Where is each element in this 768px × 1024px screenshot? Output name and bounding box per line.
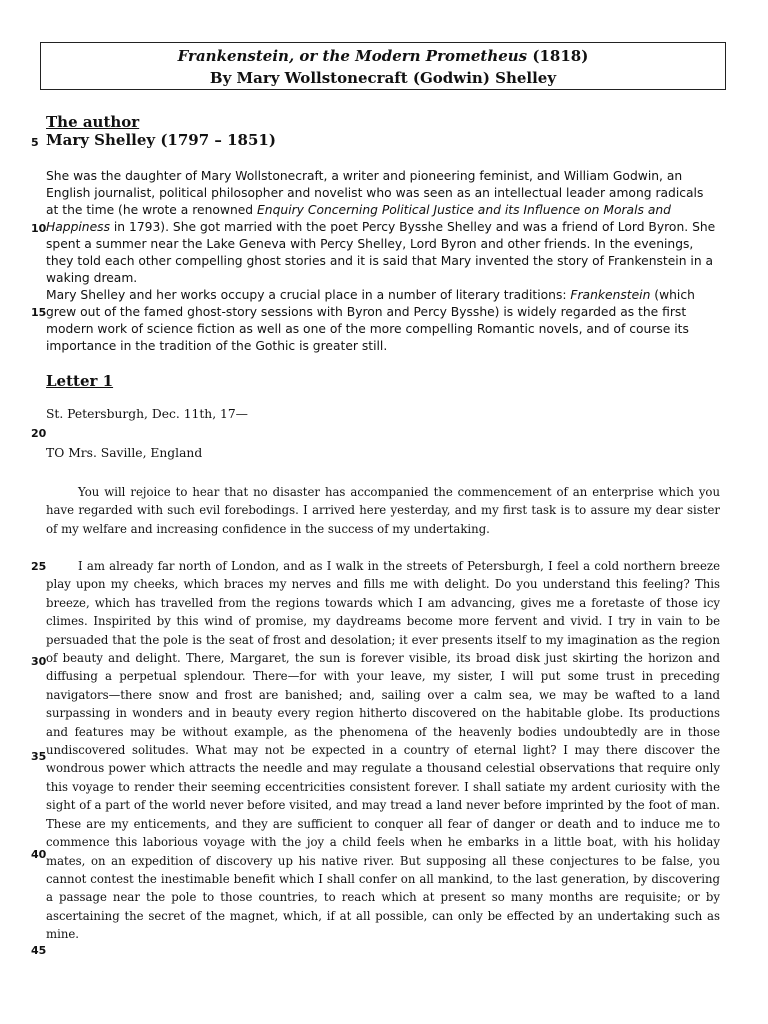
section-heading-letter: Letter 1 bbox=[46, 372, 114, 390]
line-number: 15 bbox=[31, 306, 47, 319]
line-number: 45 bbox=[31, 944, 47, 957]
intro-text: in 1793). She got married with the poet Percy Bysshe Shelley and was a friend of Lord Byron. She spent a summer near the Lake Geneva with Percy Shelley, Lord Byron and other friends. In the evenings, they told each other compelling ghost stories and it is said that Mary invented the story of Frankenstein in a waking dream. bbox=[46, 220, 716, 285]
title-line bbox=[41, 45, 725, 67]
letter-paragraph-2: I am already far north of London, and as I walk in the streets of Petersburgh, I feel a cold northern breeze play upon my cheeks, which braces my nerves and fills me with delight. Do you understand this feeling? This breeze, which has travelled from the regions towards which I am advancing, gives me a foretaste of those icy climes. Inspirited by this wind of promise, my daydreams become more fervent and vivid. I try in vain to be persuaded that the pole is the seat of frost and desolation; it ever presents itself to my imagination as the region of beauty and delight. There, Margaret, the sun is forever visible, its broad disk just skirting the horizon and diffusing a perpetual splendour. There—for with your leave, my sister, I will put some trust in preceding navigators—there snow and frost are banished; and, sailing over a calm sea, we may be wafted to a land surpassing in wonders and in beauty every region hitherto discovered on the habitable globe. Its productions and features may be without example, as the phenomena of the heavenly bodies undoubtedly are in those undiscovered solitudes. What may not be expected in a country of eternal light? I may there discover the wondrous power which attracts the needle and may regulate a thousand celestial observations that require only this voyage to render their seeming eccentricities consistent forever. I shall satiate my ardent curiosity with the sight of a part of the world never before visited, and may tread a land never before imprinted by the foot of man. These are my enticements, and they are sufficient to conquer all fear of danger or death and to induce me to commence this laborious voyage with the joy a child feels when he embarks in a little boat, with his holiday mates, on an expedition of discovery up his native river. But supposing all these conjectures to be false, you cannot contest the inestimable benefit which I shall confer on all mankind, to the last generation, by discovering a passage near the pole to those countries, to reach which at present so many months are requisite; or by ascertaining the secret of the magnet, which, if at all possible, can only be effected by an undertaking such as mine. bbox=[46, 559, 720, 942]
work-title: Frankenstein, or the Modern Prometheus bbox=[177, 47, 528, 65]
line-number: 25 bbox=[31, 560, 47, 573]
intro-paragraph-2 bbox=[46, 287, 716, 355]
title-box bbox=[40, 42, 726, 90]
author-line: By Mary Wollstonecraft (Godwin) Shelley bbox=[209, 69, 557, 87]
line-number: 40 bbox=[31, 848, 47, 861]
intro-paragraph-1 bbox=[46, 168, 716, 287]
section-heading-author: The author bbox=[46, 113, 140, 131]
intro-italic-title: Frankenstein bbox=[570, 288, 651, 302]
letter-place-date: St. Petersburgh, Dec. 11th, 17— bbox=[46, 407, 248, 421]
author-name-heading: Mary Shelley (1797 – 1851) bbox=[46, 131, 276, 149]
intro-text: She was the daughter of Mary Wollstonecraft, a writer and pioneering feminist, and William Godwin, an English journalist, political philosopher and novelist who was seen as an intellectual leader among radicals at the time (he wrote a renowned bbox=[46, 169, 704, 217]
author-intro bbox=[46, 168, 716, 355]
line-number: 5 bbox=[31, 136, 39, 149]
intro-text: Mary Shelley and her works occupy a crucial place in a number of literary traditions: bbox=[46, 288, 571, 302]
intro-italic-title: Enquiry Concerning Political Justice and its Influence on Morals and Happiness bbox=[46, 203, 671, 234]
letter-addressee: TO Mrs. Saville, England bbox=[46, 446, 203, 460]
letter-paragraph-1: You will rejoice to hear that no disaster has accompanied the commencement of an enterprise which you have regarded with such evil forebodings. I arrived here yesterday, and my first task is to assure my dear sister of my welfare and increasing confidence in the success of my undertaking. bbox=[46, 485, 720, 536]
line-number: 30 bbox=[31, 655, 47, 668]
line-number: 10 bbox=[31, 222, 47, 235]
line-number: 20 bbox=[31, 427, 47, 440]
intro-text: (which grew out of the famed ghost-story sessions with Byron and Percy Bysshe) is widely regarded as the first modern work of science fiction as well as one of the more compelling Romantic novels, and of course its importance in the tradition of the Gothic is greater still. bbox=[46, 288, 695, 353]
work-year: (1818) bbox=[532, 47, 589, 65]
line-number: 35 bbox=[31, 750, 47, 763]
